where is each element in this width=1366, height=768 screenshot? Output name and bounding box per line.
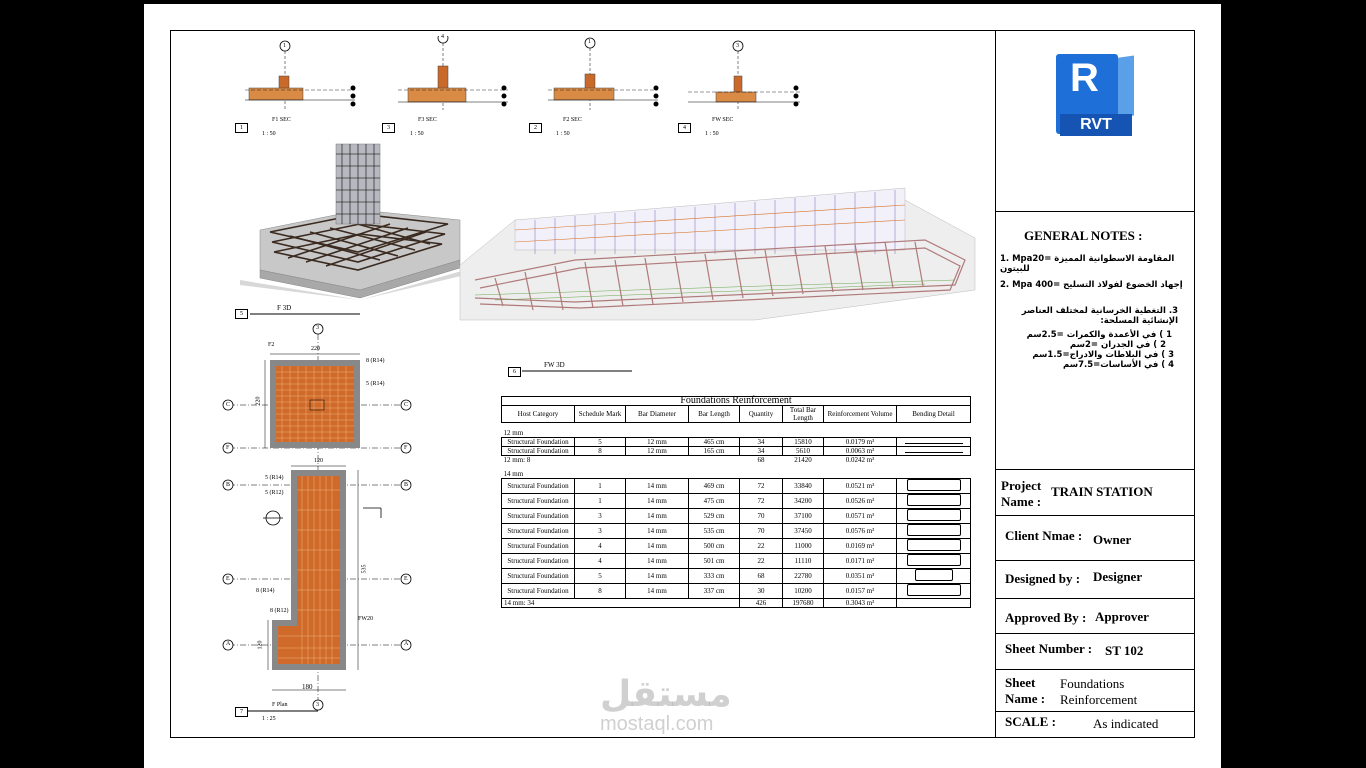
table-row xyxy=(502,494,971,509)
cell: 535 cm xyxy=(689,524,740,539)
cell: 197680 xyxy=(783,599,824,608)
rebar-tag: 8 (R12) xyxy=(270,608,289,614)
cell: 0.0169 m³ xyxy=(824,539,897,554)
col-header: Host Category xyxy=(502,406,575,423)
view-title-line xyxy=(248,710,318,712)
bending-detail xyxy=(897,494,971,509)
cell: Structural Foundation xyxy=(502,479,575,494)
detail-grid-bubble: 1 xyxy=(588,39,591,45)
sheet-name-2: Reinforcement xyxy=(1060,692,1138,707)
detail-scale: 1 : 50 xyxy=(705,131,719,137)
cell: 72 xyxy=(740,494,783,509)
cover-3: 3 ) في البلاطات والادراج=1.5سم xyxy=(1032,350,1174,360)
dim-bottom: 180 xyxy=(302,683,313,691)
cell: 68 xyxy=(740,569,783,584)
detail-fw-section xyxy=(680,36,810,140)
detail-grid-bubble: 3 xyxy=(736,43,739,49)
cell: 469 cm xyxy=(689,479,740,494)
designed-label: Designed by : xyxy=(1005,571,1081,586)
note-2: 2. Mpa 400= إجهاد الخضوع لفولاذ التسليح xyxy=(1000,280,1183,290)
cell: Structural Foundation xyxy=(502,438,575,447)
cell: 0.0157 m³ xyxy=(824,584,897,599)
detail-number: 1 xyxy=(235,123,248,133)
plan-grid-b-right: B xyxy=(404,482,409,488)
cell: 500 cm xyxy=(689,539,740,554)
cell: 0.0242 m³ xyxy=(845,456,875,464)
table-row xyxy=(502,447,971,456)
scale-label: SCALE : xyxy=(1005,714,1056,729)
cell: 30 xyxy=(740,584,783,599)
table-row xyxy=(502,479,971,494)
view-number: 5 xyxy=(235,309,248,319)
bending-detail xyxy=(897,584,971,599)
project-name-row xyxy=(995,469,1195,515)
bending-detail xyxy=(897,447,971,456)
detail-scale: 1 : 50 xyxy=(262,131,276,137)
sheet-name-label-2: Name : xyxy=(1005,691,1046,706)
sheet-number-row xyxy=(995,633,1195,669)
cell: 475 cm xyxy=(689,494,740,509)
cell: 22 xyxy=(740,554,783,569)
fw-3d-view xyxy=(455,180,995,350)
cell: 4 xyxy=(575,554,626,569)
sheet-name-row xyxy=(995,669,1195,711)
bending-detail xyxy=(897,539,971,554)
watermark xyxy=(600,676,732,734)
cell: 14 mm xyxy=(626,554,689,569)
table-row xyxy=(502,584,971,599)
notes-title: GENERAL NOTES : xyxy=(1024,228,1143,243)
group-heading: 14 mm xyxy=(503,470,524,478)
rebar-tag: 8 (R14) xyxy=(256,588,275,594)
cell: 8 xyxy=(575,447,626,456)
bending-detail xyxy=(897,554,971,569)
cell: Structural Foundation xyxy=(502,539,575,554)
cell: 12 mm xyxy=(626,438,689,447)
rebar-tag: 8 (R14) xyxy=(366,358,385,364)
wall-tag: FW20 xyxy=(358,616,373,622)
detail-scale: 1 : 50 xyxy=(556,131,570,137)
dim-top: 220 xyxy=(311,346,320,352)
note-1: 1. Mpa20= المقاومة الاسطوانية المميزة للبيتون xyxy=(1000,254,1175,274)
cell: 22780 xyxy=(783,569,824,584)
cell: 15810 xyxy=(783,438,824,447)
cell: Structural Foundation xyxy=(502,509,575,524)
plan-grid-3-bottom: 3 xyxy=(316,702,319,708)
cell: 0.0351 m³ xyxy=(824,569,897,584)
cell: Structural Foundation xyxy=(502,569,575,584)
detail-f3-section xyxy=(398,36,508,110)
cell: 14 mm xyxy=(626,569,689,584)
logo-letter: R xyxy=(1070,56,1099,100)
cell: 501 cm xyxy=(689,554,740,569)
cell: 337 cm xyxy=(689,584,740,599)
cell: 14 mm xyxy=(626,539,689,554)
cell: 1 xyxy=(575,494,626,509)
cell: 8 xyxy=(575,584,626,599)
bending-detail xyxy=(897,569,971,584)
client-name: Owner xyxy=(1093,532,1132,547)
cell: 22 xyxy=(740,539,783,554)
table-row xyxy=(502,509,971,524)
table-row xyxy=(502,569,971,584)
rebar-tag: 5 (R14) xyxy=(366,381,385,387)
rebar-tag: 5 (R12) xyxy=(265,490,284,496)
bending-detail xyxy=(897,509,971,524)
cell: 11000 xyxy=(783,539,824,554)
cover-2: 2 ) في الجدران =2سم xyxy=(1069,340,1166,350)
cell: 37450 xyxy=(783,524,824,539)
cell: 529 cm xyxy=(689,509,740,524)
scale-row xyxy=(995,711,1195,738)
plan-grid-e-left: E xyxy=(226,576,230,582)
col-header: Bending Detail xyxy=(897,406,971,423)
cell: 465 cm xyxy=(689,438,740,447)
cell: 0.0576 m³ xyxy=(824,524,897,539)
dim-mid: 120 xyxy=(314,458,323,464)
cell: 0.0171 m³ xyxy=(824,554,897,569)
detail-title: F3 SEC xyxy=(418,117,437,123)
cell: Structural Foundation xyxy=(502,554,575,569)
view-title-line xyxy=(250,313,360,315)
table-row xyxy=(502,554,971,569)
cell: 0.0571 m³ xyxy=(824,509,897,524)
cell: 37100 xyxy=(783,509,824,524)
cell: Structural Foundation xyxy=(502,494,575,509)
cell: 14 mm xyxy=(626,494,689,509)
logo-text: RVT xyxy=(1060,114,1132,136)
cell: 14 mm xyxy=(626,524,689,539)
project-name: TRAIN STATION xyxy=(1051,484,1153,499)
plan-grid-b-left: B xyxy=(226,482,231,488)
cell: 34 xyxy=(740,447,783,456)
cell: 0.0063 m³ xyxy=(824,447,897,456)
detail-f2-section xyxy=(548,38,659,110)
note-3: 3. التغطية الخرسانية لمختلف العناصر الإنشائية المسلحة: xyxy=(1021,306,1178,326)
bending-detail xyxy=(897,438,971,447)
detail-number: 4 xyxy=(678,123,691,133)
sheet-number: ST 102 xyxy=(1105,643,1144,658)
plan-grid-f-left: F xyxy=(226,445,230,451)
col-header: Bar Length xyxy=(689,406,740,423)
plan-grid-a-left: A xyxy=(226,641,231,647)
f-3d-view xyxy=(230,140,470,300)
table-row xyxy=(502,524,971,539)
client-row xyxy=(995,515,1195,560)
cell: 0.0179 m³ xyxy=(824,438,897,447)
cell: Structural Foundation xyxy=(502,584,575,599)
table-row xyxy=(502,539,971,554)
bending-detail xyxy=(897,524,971,539)
watermark-latin: mostaql.com xyxy=(600,713,714,735)
sheet-name-label-1: Sheet xyxy=(1005,675,1036,690)
footing-mark-f2: F2 xyxy=(268,342,275,348)
project-label-1: Project xyxy=(1001,478,1042,493)
cell: 72 xyxy=(740,479,783,494)
watermark-arabic: مستقل xyxy=(600,674,732,715)
cell: 5 xyxy=(575,569,626,584)
dim-long: 535 xyxy=(361,564,368,574)
detail-grid-bubble: 1 xyxy=(283,43,286,49)
bending-detail xyxy=(897,479,971,494)
cell: Structural Foundation xyxy=(502,524,575,539)
subtotal-row xyxy=(502,599,971,608)
revit-logo xyxy=(1056,54,1136,136)
cell: 34200 xyxy=(783,494,824,509)
project-label-2: Name : xyxy=(1001,494,1042,509)
cell: 5610 xyxy=(783,447,824,456)
detail-title: F1 SEC xyxy=(272,117,291,123)
cell: 12 mm: 8 xyxy=(503,456,531,464)
cell: 426 xyxy=(740,599,783,608)
view-number: 7 xyxy=(235,707,248,717)
view-title: F 3D xyxy=(277,304,292,312)
designed-name: Designer xyxy=(1093,569,1143,584)
cell: 0.3043 m³ xyxy=(824,599,897,608)
col-header: Reinforcement Volume xyxy=(824,406,897,423)
detail-f1-section xyxy=(245,41,356,110)
detail-number: 2 xyxy=(529,123,542,133)
cell: 1 xyxy=(575,479,626,494)
table-row xyxy=(502,438,971,447)
plan-grid-3-top: 3 xyxy=(316,325,319,331)
cover-4: 4 ) في الأساسات=7.5سم xyxy=(1063,360,1174,370)
cell: 14 mm xyxy=(626,479,689,494)
plan-grid-f-right: F xyxy=(404,445,408,451)
view-number: 6 xyxy=(508,367,521,377)
subtotal-row xyxy=(502,456,971,465)
scale-value: As indicated xyxy=(1093,716,1159,731)
section-details xyxy=(230,36,670,140)
approved-row xyxy=(995,598,1195,633)
plan-grid-c-right: C xyxy=(404,402,409,408)
detail-scale: 1 : 50 xyxy=(410,131,424,137)
cell: 14 mm xyxy=(626,509,689,524)
plan-grid-e-right: E xyxy=(404,576,408,582)
cell: 3 xyxy=(575,524,626,539)
cell: 68 xyxy=(757,456,765,464)
schedule-header-row xyxy=(502,406,971,423)
cell: 70 xyxy=(740,509,783,524)
cell: 165 cm xyxy=(689,447,740,456)
col-header: Quantity xyxy=(740,406,783,423)
group-heading: 12 mm xyxy=(503,429,524,437)
detail-title: F2 SEC xyxy=(563,117,582,123)
detail-title: FW SEC xyxy=(712,117,734,123)
view-title-line xyxy=(522,370,632,372)
cell: 0.0521 m³ xyxy=(824,479,897,494)
cell: 4 xyxy=(575,539,626,554)
cell: 34 xyxy=(740,438,783,447)
dim-short: 120 xyxy=(257,640,264,650)
cover-1: 1 ) في الأعمدة والكمرات =2.5سم xyxy=(1026,330,1172,340)
rebar-tag: 5 (R14) xyxy=(265,475,284,481)
cell: 33840 xyxy=(783,479,824,494)
client-label: Client Nmae : xyxy=(1005,528,1083,543)
plan-grid-a-right: A xyxy=(404,641,409,647)
cell: 70 xyxy=(740,524,783,539)
cell: 3 xyxy=(575,509,626,524)
cell: 333 cm xyxy=(689,569,740,584)
view-title: F Plan xyxy=(272,702,288,708)
cell: 12 mm xyxy=(626,447,689,456)
cell: 10200 xyxy=(783,584,824,599)
detail-number: 3 xyxy=(382,123,395,133)
view-title: FW 3D xyxy=(544,361,565,369)
col-header: Total Bar Length xyxy=(783,406,824,423)
cell: 5 xyxy=(575,438,626,447)
sheet-number-label: Sheet Number : xyxy=(1005,641,1093,656)
view-scale: 1 : 25 xyxy=(262,716,276,722)
dim-side: 220 xyxy=(255,396,262,406)
col-header: Schedule Mark xyxy=(575,406,626,423)
cell: 21420 xyxy=(794,456,812,464)
foundation-plan xyxy=(218,320,418,720)
col-header: Bar Diameter xyxy=(626,406,689,423)
designed-row xyxy=(995,560,1195,598)
general-notes xyxy=(1000,228,1190,370)
plan-grid-c-left: C xyxy=(226,402,231,408)
approved-name: Approver xyxy=(1095,609,1149,624)
cell: 14 mm: 34 xyxy=(502,599,740,608)
sheet-name-1: Foundations xyxy=(1060,676,1125,691)
cell: Structural Foundation xyxy=(502,447,575,456)
approved-label: Approved By : xyxy=(1005,610,1087,625)
detail-grid-bubble: 4 xyxy=(441,34,444,40)
foundations-reinforcement-schedule xyxy=(501,396,971,608)
schedule-title: Foundations Reinforcement xyxy=(502,397,971,406)
cell: 11110 xyxy=(783,554,824,569)
cell: 0.0526 m³ xyxy=(824,494,897,509)
cell: 14 mm xyxy=(626,584,689,599)
